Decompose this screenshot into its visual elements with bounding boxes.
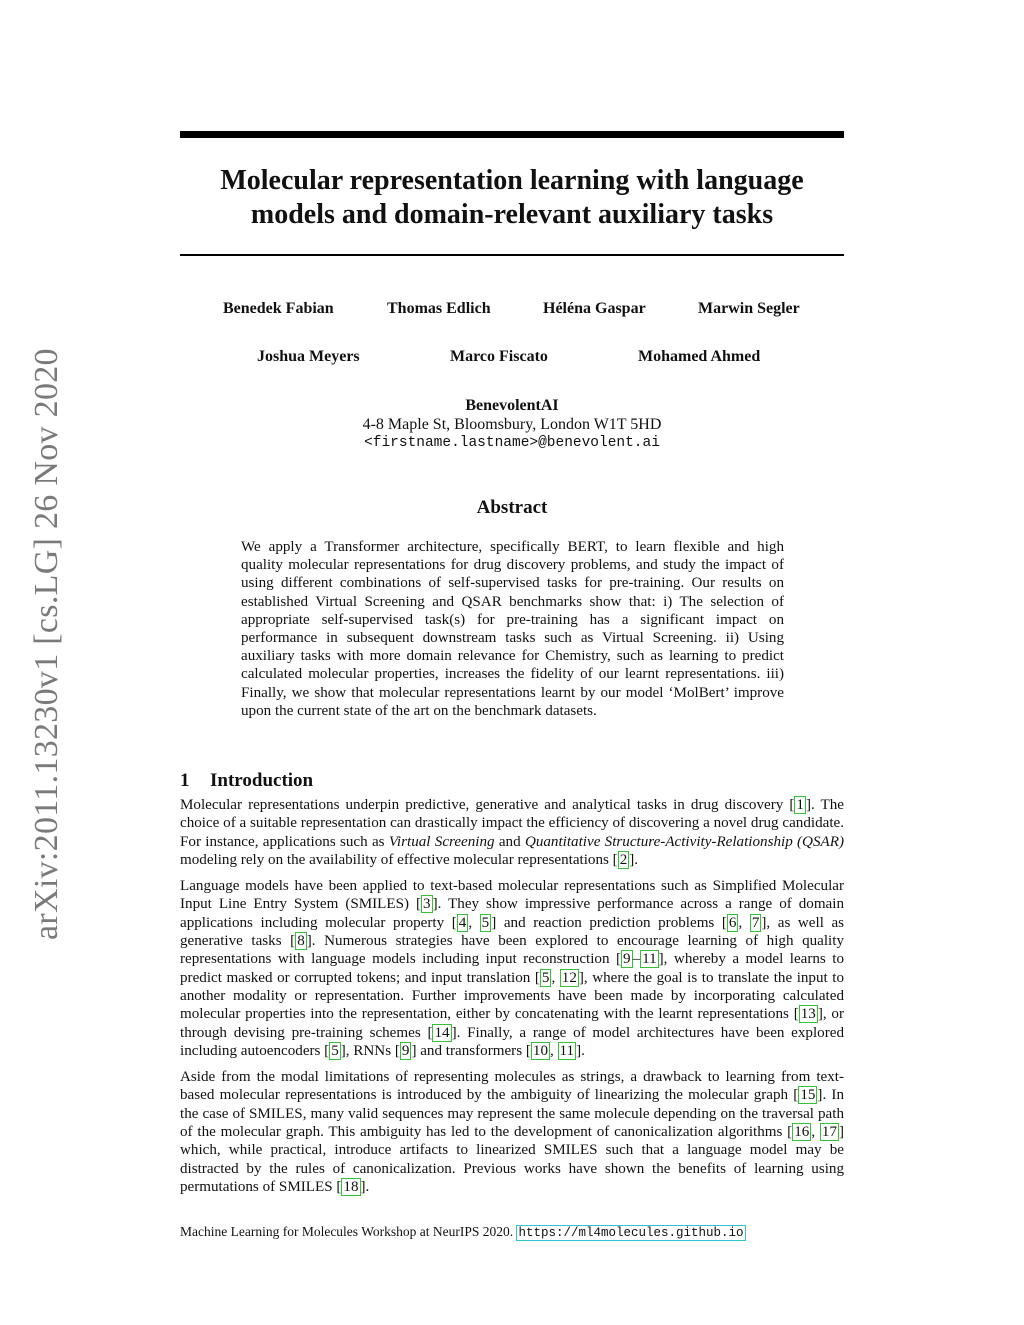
citation-link[interactable]: 13 (800, 1006, 816, 1023)
citation-link[interactable]: 5 (331, 1042, 339, 1059)
citation-link[interactable]: 15 (800, 1087, 816, 1104)
author-name: Thomas Edlich (387, 300, 491, 317)
author-name: Joshua Meyers (257, 348, 360, 365)
footer-note (180, 1224, 746, 1240)
author-name: Benedek Fabian (223, 300, 334, 317)
citation-link[interactable]: 17 (821, 1124, 837, 1141)
abstract-heading: Abstract (476, 497, 548, 518)
paper-title: Molecular representation learning with language models and domain-relevant auxiliary tasks (220, 165, 804, 230)
paragraph: Aside from the modal limitations of representing molecules as strings, a drawback to learning from text-based molecular representations is introduced by the ambiguity of linearizing the molecular graph [ 15 ]. In the case of SMILES, many valid sequences may represent the same molecule depending on the traversal path of the molecular graph. This ambiguity has led to the development of canonicalization algorithms [ 16 , 17 ] which, while practical, introduce artifacts to linearized SMILES such that a language model may be distracted by the rules of canonicalization. Previous works have shown the benefits of learning using permutations of SMILES [ 18 ]. (180, 1069, 845, 1195)
citation-link[interactable]: 12 (561, 969, 577, 986)
citation-link[interactable]: 3 (423, 896, 431, 913)
citation-link[interactable]: 6 (728, 914, 737, 931)
citation-link[interactable]: 11 (642, 951, 657, 968)
section-number: 1 (180, 770, 190, 791)
title-rule-bottom (180, 254, 844, 256)
title-rule-top (180, 131, 844, 138)
abstract-text: We apply a Transformer architecture, specifically BERT, to learn flexible and high quality molecular representations for drug discovery problems, and study the impact of using different combinations of self-supervised tasks for pre-training. Our results on established Virtual Screening and QSAR benchmarks show that: i) The selection of appropriate self-supervised task(s) for pre-training has a significant impact on performance in subsequent downstream tasks such as Virtual Screening. ii) Using auxiliary tasks with more domain relevance for Chemistry, such as learning to predict calculated molecular properties, increases the fidelity of our learnt representations. iii) Finally, we show that molecular representations learnt by our model ‘MolBert’ improve upon the current state of the art on the benchmark datasets. (241, 539, 784, 719)
citation-link[interactable]: 4 (458, 914, 467, 931)
paragraph: Language models have been applied to text-based molecular representations such as Simplified Molecular Input Line Entry System (SMILES) [ 3 ]. They show impressive performance across a range of domain applications including molecular property [ 4 , 5 ] and reaction prediction problems [ 6 , 7 ], as well as generative tasks [ 8 ]. Numerous strategies have been explored to encourage learning of high quality representations with language models including input reconstruction [ 9 – 11 ], whereby a model learns to predict masked or corrupted tokens; and input translation [ 5 , 12 ], where the goal is to translate the input to another modality or representation. Further improvements have been made by incorporating calculated molecular properties into the representation, either by concatenating with the learnt representations [ 13 ], or through devising pre-training schemes [ 14 ]. Finally, a range of model architectures have been explored including autoencoders [ 5 ], RNNs [ 9 ] and transformers [ 10 , 11 ]. (180, 878, 845, 1059)
introduction-body (180, 796, 844, 1204)
citation-link[interactable]: 5 (481, 914, 490, 931)
author-name: Marco Fiscato (450, 348, 548, 365)
section-title: Introduction (210, 770, 314, 791)
citation-link[interactable]: 8 (297, 933, 305, 950)
arxiv-identifier: arXiv:2011.13230v1 [cs.LG] 26 Nov 2020 (28, 348, 65, 940)
author-name: Héléna Gaspar (543, 300, 646, 317)
paragraph: Molecular representations underpin predictive, generative and analytical tasks in drug discovery [ 1 ]. The choice of a suitable representation can drastically impact the efficiency of discovering a novel drug candidate. For instance, applications such as Virtual Screening and Quantitative Structure-Activity-Relationship (QSAR) modeling rely on the availability of effective molecular representations [ 2 ]. (180, 797, 844, 868)
footer-text: Machine Learning for Molecules Workshop at NeurIPS 2020. (180, 1224, 514, 1239)
citation-link[interactable]: 10 (532, 1042, 548, 1059)
citation-link[interactable]: 9 (623, 951, 631, 968)
citation-link[interactable]: 5 (541, 969, 550, 986)
citation-link[interactable]: 11 (559, 1042, 575, 1059)
affiliation-email: <firstname.lastname>@benevolent.ai (364, 435, 660, 451)
citation-link[interactable]: 18 (343, 1178, 359, 1195)
footer-url-link[interactable]: https://ml4molecules.github.io (518, 1226, 744, 1240)
affiliation-address: 4-8 Maple St, Bloomsbury, London W1T 5HD (362, 416, 662, 433)
citation-link[interactable]: 9 (401, 1042, 410, 1059)
author-name: Marwin Segler (698, 300, 800, 317)
section-heading (180, 770, 313, 792)
citation-link[interactable]: 14 (434, 1024, 450, 1041)
affiliation (180, 396, 844, 453)
affiliation-org: BenevolentAI (465, 397, 559, 414)
citation-link[interactable]: 16 (794, 1124, 810, 1141)
citation-link[interactable]: 1 (796, 797, 804, 813)
citation-link[interactable]: 2 (619, 851, 628, 868)
author-name: Mohamed Ahmed (638, 348, 761, 365)
citation-link[interactable]: 7 (751, 914, 760, 931)
